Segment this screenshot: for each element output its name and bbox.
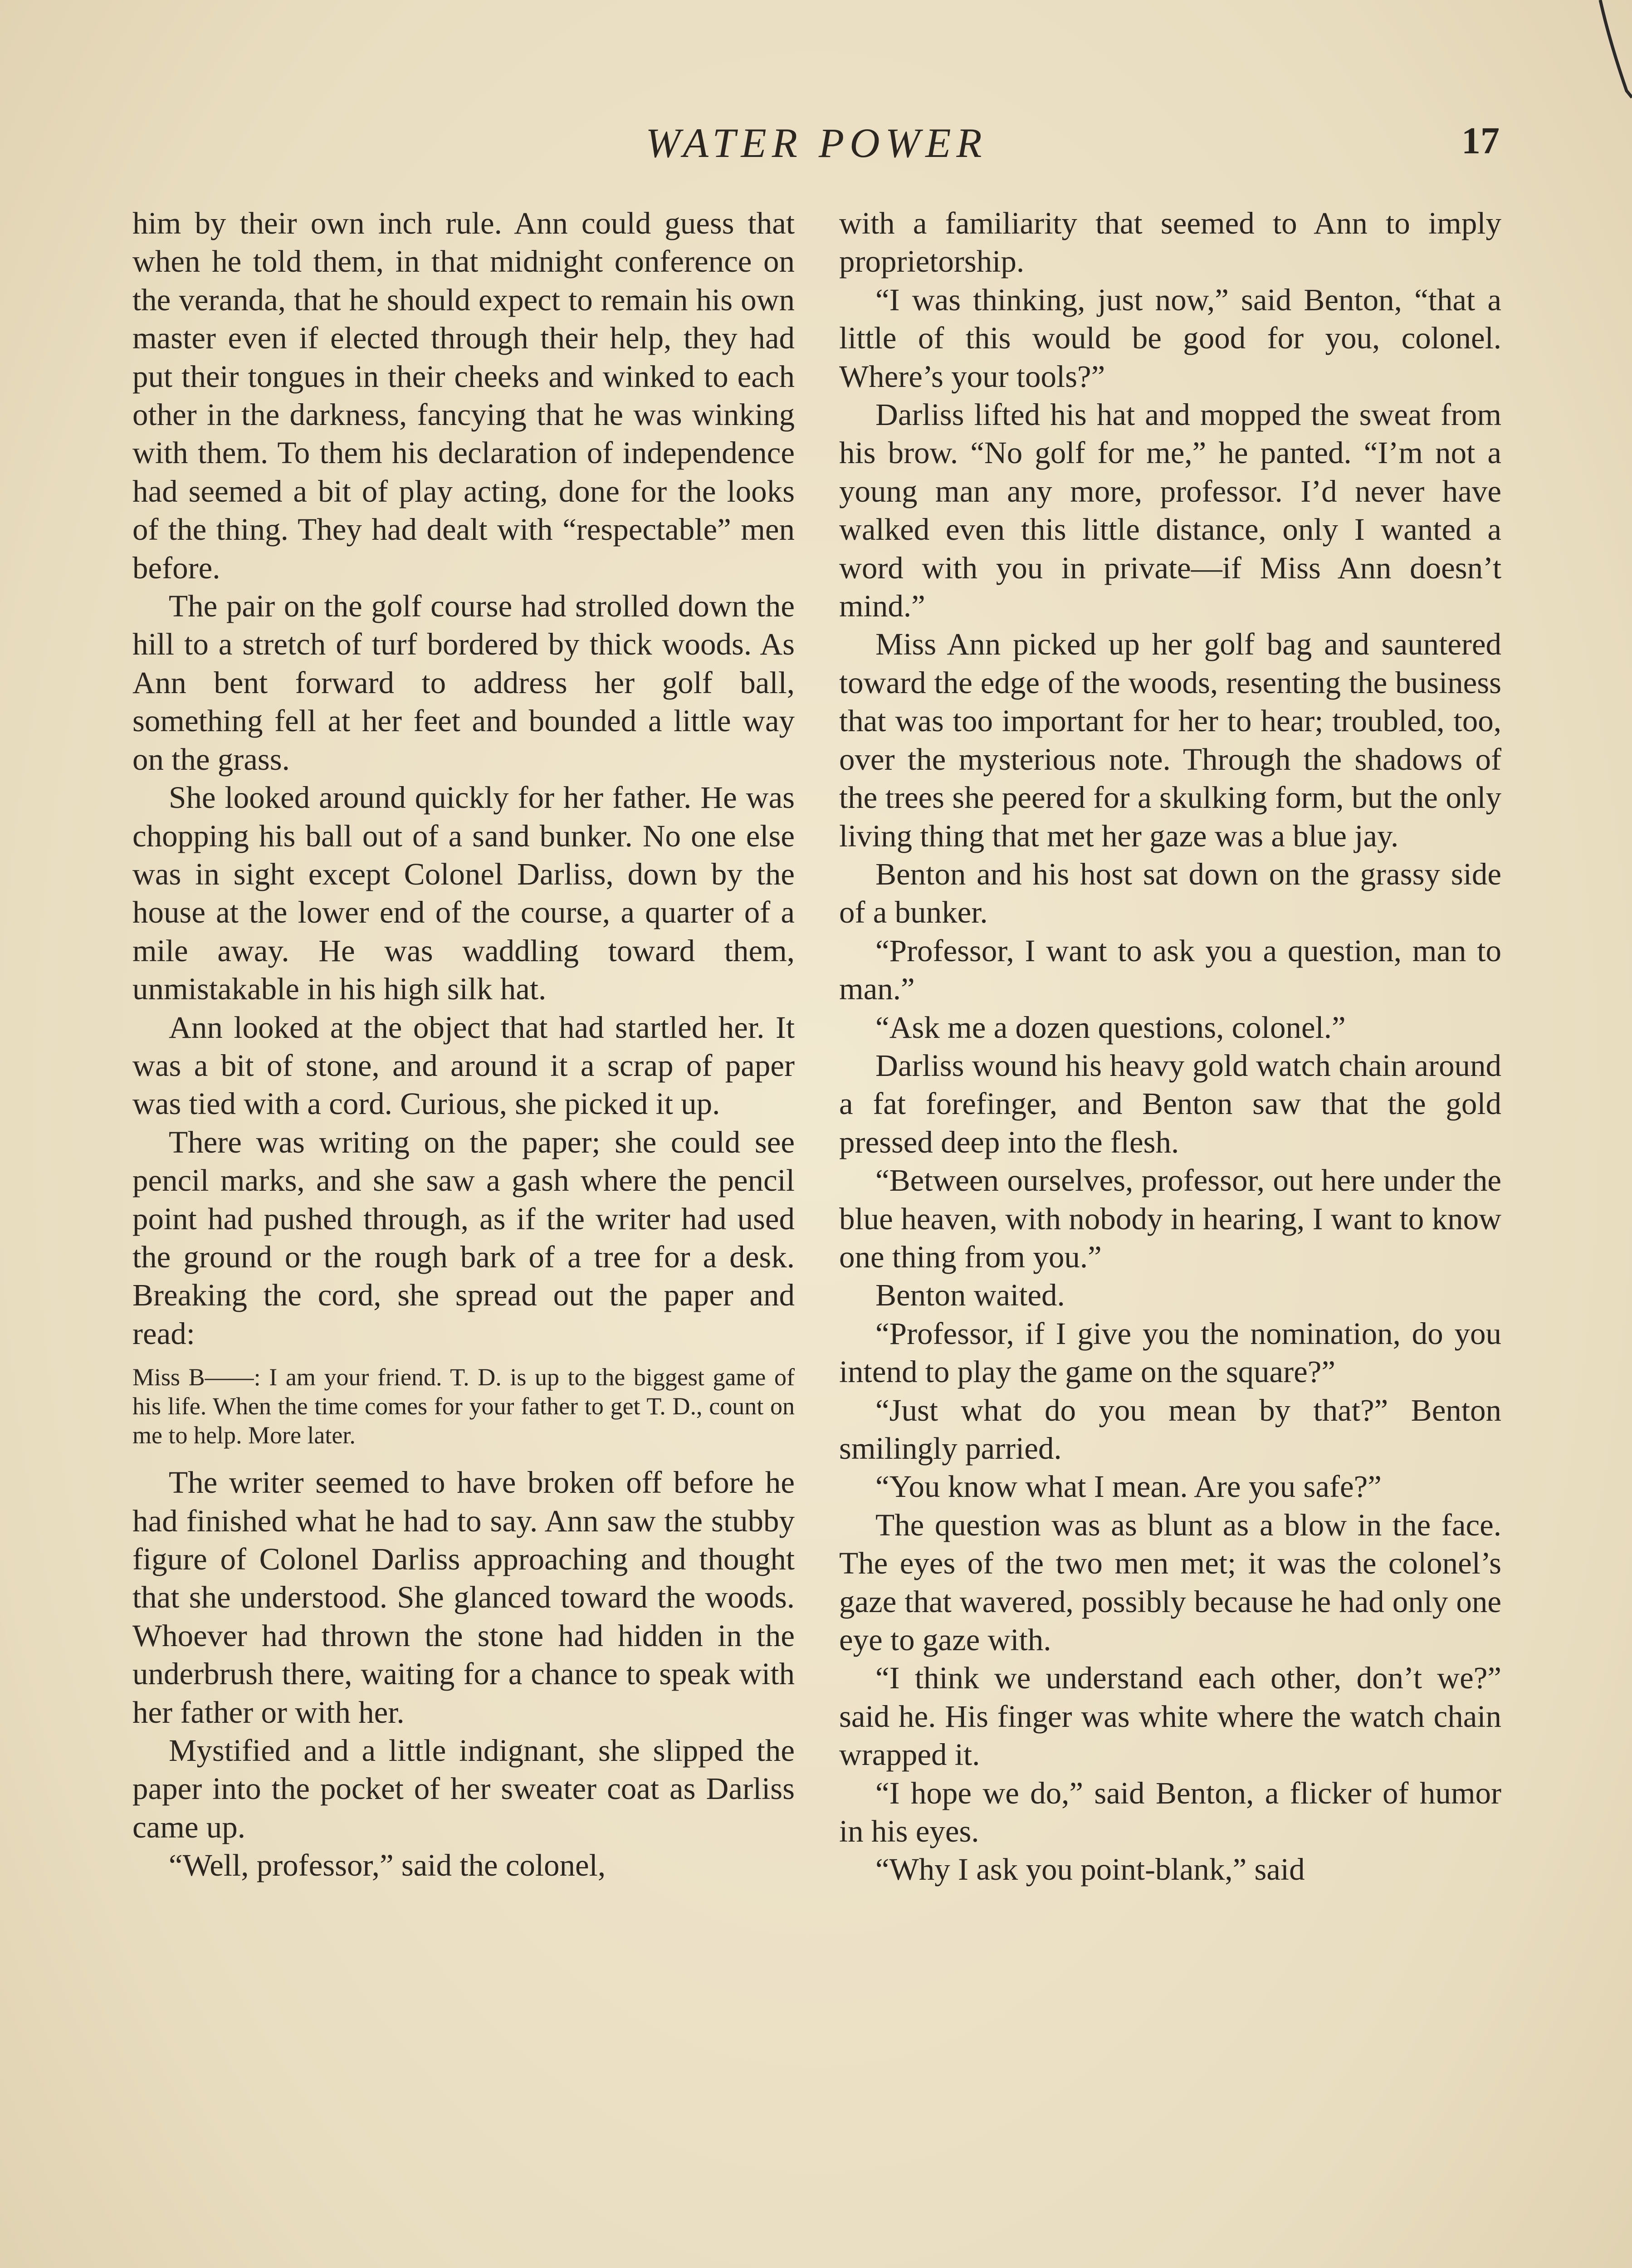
- right-column: [839, 204, 1501, 1889]
- paragraph: “I was thinking, just now,” said Benton, “that a little of this would be good for you, colonel. Where’s your tools?”: [839, 282, 1501, 394]
- paragraph: Darliss lifted his hat and mopped the sweat from his brow. “No golf for me,” he panted. “I’m not a young man any more, professor. I’d never have walked even this little distance, only I wanted a word with you in private—if Miss Ann doesn’t mind.”: [839, 397, 1501, 624]
- paragraph: The question was as blunt as a blow in the face. The eyes of the two men met; it was the colonel’s gaze that wavered, possibly because he had only one eye to gaze with.: [839, 1507, 1501, 1657]
- paragraph: “Why I ask you point-blank,” said: [875, 1852, 1305, 1887]
- page-scratch-mark: [1568, 0, 1632, 118]
- page-number: 17: [1461, 120, 1500, 162]
- paragraph: Benton waited.: [875, 1278, 1065, 1313]
- paragraph: “Well, professor,” said the colonel,: [169, 1848, 606, 1883]
- paragraph: “You know what I mean. Are you safe?”: [875, 1469, 1382, 1504]
- left-column: [132, 204, 795, 1885]
- paragraph: him by their own inch rule. Ann could guess that when he told them, in that midnight conference on the veranda, that he should expect to remain his own master even if elected through their help, they had put their tongues in their cheeks and winked to each other in the darkness, fancying that he was winking with them. To them his declaration of independence had seemed a bit of play acting, done for the looks of the thing. They had dealt with “respectable” men before.: [132, 206, 795, 585]
- paragraph: The pair on the golf course had strolled down the hill to a stretch of turf bordered by thick woods. As Ann bent forward to address her golf ball, something fell at her feet and bounded a little way on the grass.: [132, 589, 795, 777]
- quoted-note: Miss B——: I am your friend. T. D. is up to the biggest game of his life. When the time comes for your father to get T. D., count on me to help. More later.: [132, 1364, 795, 1449]
- paragraph: The writer seemed to have broken off before he had finished what he had to say. Ann saw the stubby figure of Colonel Darliss approaching and thought that she understood. She glanced toward the woods. Whoever had thrown the stone had hidden in the underbrush there, waiting for a chance to speak with her father or with her.: [132, 1465, 795, 1730]
- paragraph: “Between ourselves, professor, out here under the blue heaven, with nobody in hearing, I want to know one thing from you.”: [839, 1163, 1501, 1274]
- paragraph: “Ask me a dozen questions, colonel.”: [875, 1010, 1346, 1045]
- paragraph: “Professor, I want to ask you a question, man to man.”: [839, 933, 1501, 1007]
- running-head: [0, 119, 1632, 173]
- paragraph: Mystified and a little indignant, she slipped the paper into the pocket of her sweater coat as Darliss came up.: [132, 1733, 795, 1844]
- paragraph: “Professor, if I give you the nomination, do you intend to play the game on the square?”: [839, 1316, 1501, 1389]
- paragraph: Darliss wound his heavy gold watch chain around a fat forefinger, and Benton saw that the gold pressed deep into the flesh.: [839, 1048, 1501, 1159]
- paragraph: with a familiarity that seemed to Ann to imply proprietorship.: [839, 206, 1501, 279]
- paragraph: “Just what do you mean by that?” Benton smilingly parried.: [839, 1393, 1501, 1466]
- paragraph: Miss Ann picked up her golf bag and sauntered toward the edge of the woods, resenting the business that was too important for her to hear; troubled, too, over the mysterious note. Through the shadows of the trees she peered for a skulking form, but the only living thing that met her gaze was a blue jay.: [839, 627, 1501, 853]
- paragraph: Benton and his host sat down on the grassy side of a bunker.: [839, 856, 1501, 930]
- paragraph: “I think we understand each other, don’t we?” said he. His finger was white where the watch chain wrapped it.: [839, 1661, 1501, 1772]
- paragraph: Ann looked at the object that had startled her. It was a bit of stone, and around it a scrap of paper was tied with a cord. Curious, she picked it up.: [132, 1010, 795, 1121]
- running-title: WATER POWER: [645, 120, 987, 166]
- paragraph: She looked around quickly for her father. He was chopping his ball out of a sand bunker. No one else was in sight except Colonel Darliss, down by the house at the lower end of the course, a quarter of a mile away. He was waddling toward them, unmistakable in his high silk hat.: [132, 780, 795, 1007]
- paragraph: There was writing on the paper; she could see pencil marks, and she saw a gash where the pencil point had pushed through, as if the writer had used the ground or the rough bark of a tree for a desk. Breaking the cord, she spread out the paper and read:: [132, 1124, 795, 1351]
- paragraph: “I hope we do,” said Benton, a flicker of humor in his eyes.: [839, 1775, 1501, 1849]
